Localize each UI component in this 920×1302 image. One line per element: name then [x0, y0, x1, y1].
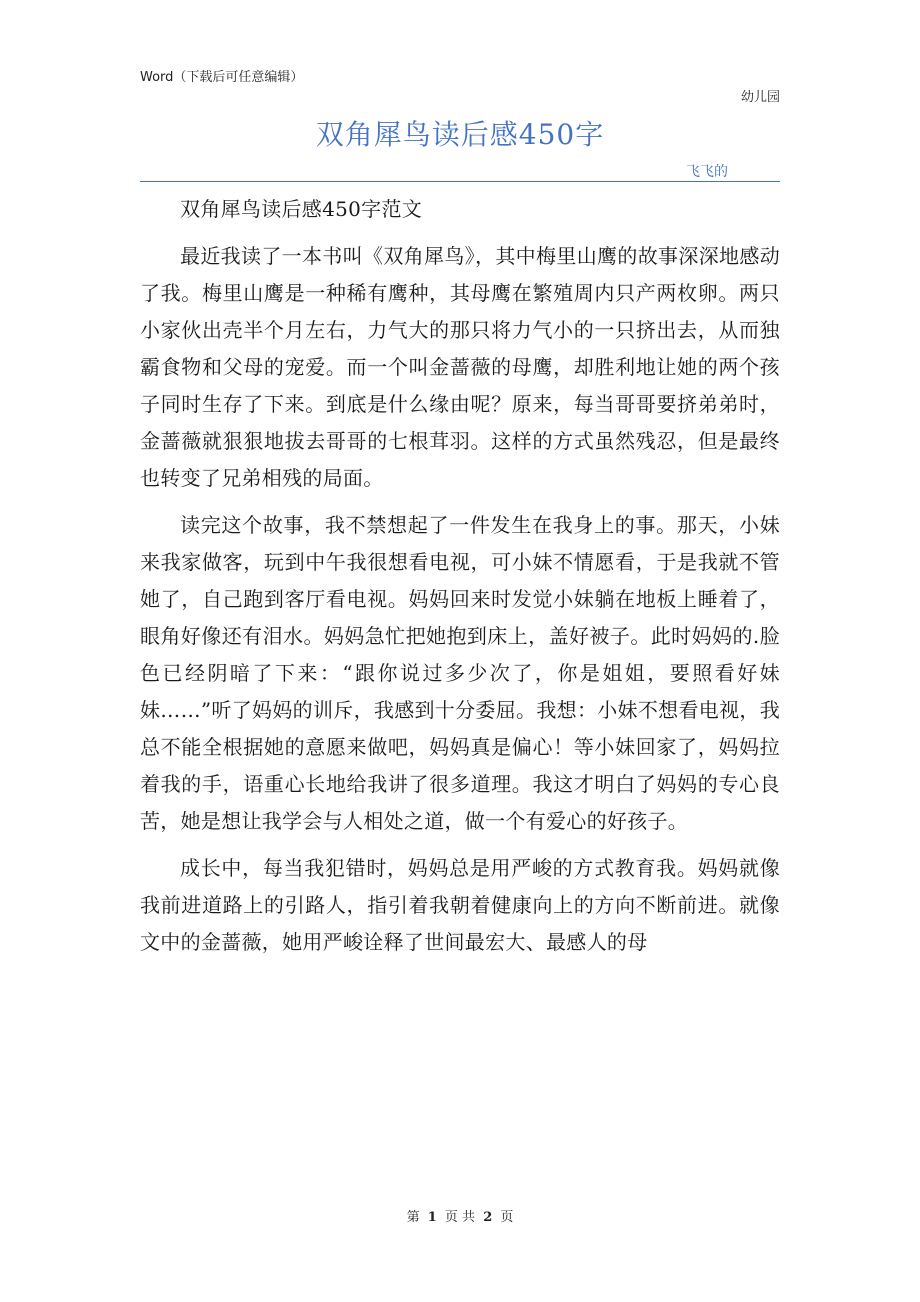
header-note: Word（下载后可任意编辑） [140, 70, 304, 85]
author-name: 飞飞的 [686, 164, 728, 180]
category-label: 幼儿园 [740, 90, 780, 105]
page-footer [0, 1206, 920, 1225]
document-title: 双角犀鸟读后感450字 [315, 118, 605, 151]
body-paragraph-2: 读完这个故事，我不禁想起了一件发生在我身上的事。那天，小妹来我家做客，玩到中午我很想看电视，可小妹不情愿看，于是我就不管她了，自己跑到客厅看电视。妈妈回来时发觉小妹躺在地板上睡着了，眼角好像还有泪水。妈妈急忙把她抱到床上，盖好被子。此时妈妈的.脸色已经阴暗了下来：“跟你说过多少次了，你是姐姐，要照看好妹妹……”听了妈妈的训斥，我感到十分委屈。我想：小妹不想看电视，我总不能全根据她的意愿来做吧，妈妈真是偏心！等小妹回家了，妈妈拉着我的手，语重心长地给我讲了很多道理。我这才明白了妈妈的专心良苦，她是想让我学会与人相处之道，做一个有爱心的好孩子。 [140, 513, 780, 833]
body-paragraph-1: 最近我读了一本书叫《双角犀鸟》，其中梅里山鹰的故事深深地感动了我。梅里山鹰是一种稀有鹰种，其母鹰在繁殖周内只产两枚卵。两只小家伙出壳半个月左右，力气大的那只将力气小的一只挤出去，从而独霸食物和父母的宠爱。而一个叫金蔷薇的母鹰，却胜利地让她的两个孩子同时生存了下来。到底是什么缘由呢？原来，每当哥哥要挤弟弟时，金蔷薇就狠狠地拔去哥哥的七根茸羽。这样的方式虽然残忍，但是最终也转变了兄弟相残的局面。 [140, 244, 780, 490]
page-mid: 页 共 [444, 1210, 476, 1225]
title-divider [140, 181, 780, 182]
body-paragraph-3: 成长中，每当我犯错时，妈妈总是用严峻的方式教育我。妈妈就像我前进道路上的引路人，指引着我朝着健康向上的方向不断前进。就像文中的金蔷薇，她用严峻诠释了世间最宏大、最感人的母 [140, 856, 780, 954]
document-subtitle: 双角犀鸟读后感450字范文 [180, 197, 423, 221]
total-page-number: 2 [483, 1210, 493, 1225]
document-body [140, 191, 780, 971]
page-suffix: 页 [500, 1210, 514, 1225]
current-page-number: 1 [427, 1210, 437, 1225]
page-prefix: 第 [406, 1210, 420, 1225]
